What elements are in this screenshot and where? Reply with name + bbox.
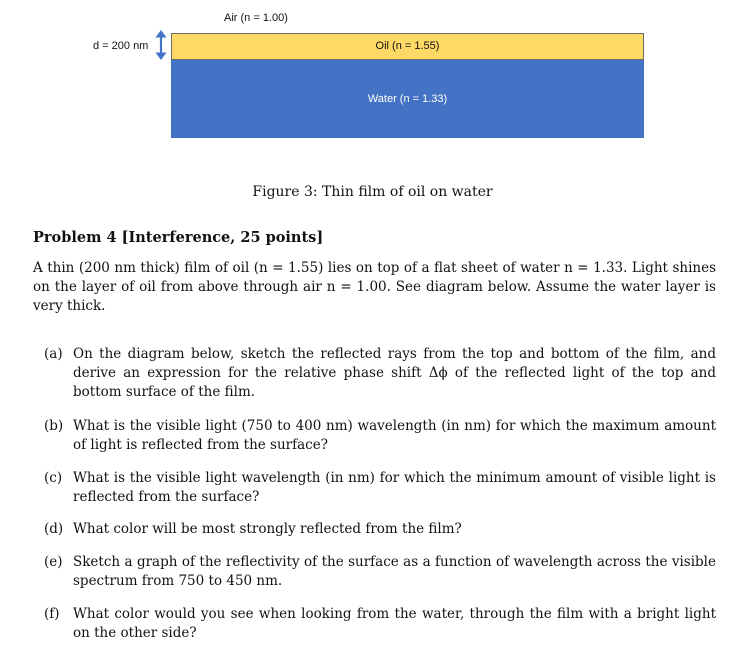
question-text: What color would you see when looking from the water, through the film with a bright light on the other side?	[73, 606, 716, 641]
figure-caption: Figure 3: Thin film of oil on water	[252, 184, 493, 200]
water-label: Water (n = 1.33)	[367, 93, 448, 105]
question-text: On the diagram below, sketch the reflected rays from the top and bottom of the film, and derive an expression for the relative phase shift Δϕ of the reflected light of the top and bottom surface of the film.	[73, 346, 716, 400]
problem-heading: Problem 4 [Interference, 25 points]	[33, 229, 324, 246]
question-label: (c)	[44, 470, 63, 486]
problem-intro: A thin (200 nm thick) film of oil (n = 1.55) lies on top of a flat sheet of water n = 1.33. Light shines on the layer of oil from above through air n = 1.00. See diagram below. Assume the water layer is very thick.	[33, 260, 716, 314]
question-f	[44, 605, 716, 643]
water-layer	[171, 60, 644, 138]
question-c	[44, 469, 716, 507]
oil-layer	[171, 33, 644, 60]
air-label: Air (n = 1.00)	[224, 12, 288, 24]
question-label: (a)	[44, 346, 63, 362]
question-text: What is the visible light (750 to 400 nm) wavelength (in nm) for which the maximum amount of light is reflected from the surface?	[73, 418, 716, 453]
question-label: (b)	[44, 418, 64, 434]
question-label: (d)	[44, 521, 64, 537]
question-d	[44, 520, 716, 539]
question-e	[44, 553, 716, 591]
question-a	[44, 345, 716, 402]
question-text: Sketch a graph of the reflectivity of the surface as a function of wavelength across the visible spectrum from 750 to 450 nm.	[73, 554, 716, 589]
double-arrow-icon	[154, 30, 168, 60]
oil-label: Oil (n = 1.55)	[375, 40, 440, 52]
question-b	[44, 417, 716, 455]
thickness-label: d = 200 nm	[93, 40, 149, 52]
question-text: What color will be most strongly reflected from the film?	[73, 521, 462, 537]
question-label: (e)	[44, 554, 63, 570]
question-text: What is the visible light wavelength (in nm) for which the minimum amount of visible light is reflected from the surface?	[73, 470, 716, 505]
question-label: (f)	[44, 606, 60, 622]
